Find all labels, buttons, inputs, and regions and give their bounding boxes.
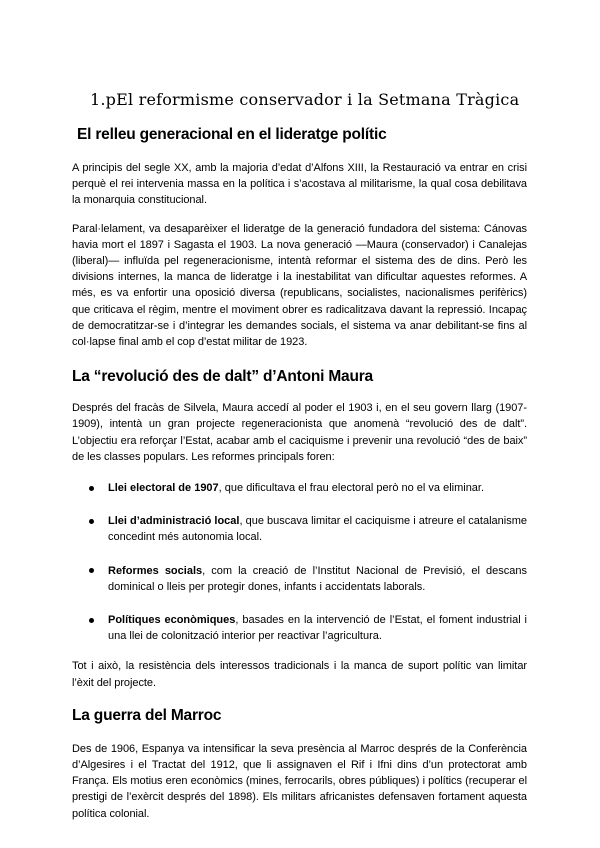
- section-heading-revolucio-des-de-dalt: La “revolució des de dalt” d’Antoni Maura: [72, 368, 373, 386]
- list-item: [72, 612, 527, 644]
- reform-description: , que dificultava el frau electoral però no el va eliminar.: [218, 482, 485, 495]
- paragraph-maura-closing: Tot i això, la resistència dels interessos tradicionals i la manca de suport polític van limitar l’èxit del projecte.: [72, 660, 527, 689]
- bullet-icon: [89, 519, 94, 524]
- bullet-icon: [89, 486, 94, 491]
- reform-description: , basades en la intervenció de l’Estat, el foment industrial i una llei de colonització interior per reactivar l’agricultura.: [108, 614, 527, 643]
- paragraph-maura-intro: Després del fracàs de Silvela, Maura accedí al poder el 1903 i, en el seu govern llarg (1907-1909), intentà un gran projecte regeneracionista que anomenà “revolució des de dalt”. L’objectiu era reforçar l’Estat, acabar amb el caciquisme i prevenir una revolució “des de baix” de les classes populars. Les reformes principals foren:: [72, 402, 527, 463]
- document-title: 1.pEl reformisme conservador i la Setmana Tràgica: [90, 90, 520, 109]
- bullet-icon: [89, 568, 94, 573]
- list-item: [72, 563, 527, 595]
- reform-title: Polítiques econòmiques: [108, 614, 236, 627]
- reform-title: Reformes socials: [108, 564, 203, 577]
- bullet-icon: [89, 618, 94, 623]
- section-heading-relleu-generacional: El relleu generacional en el lideratge polític: [77, 126, 387, 143]
- document-page: [72, 88, 527, 822]
- paragraph-nova-generacio: Paral·lelament, va desaparèixer el lideratge de la generació fundadora del sistema: Cánovas havia mort el 1897 i Sagasta el 1903. La nova generació —Maura (conservador) i Canalejas (liberal)— influïda pel regeneracionisme, intentà reformar el sistema des de dins. Però les divisions internes, la manca de lideratge i la inestabilitat van dificultar aquestes reformes. A més, es va enfortir una oposició diversa (republicans, socialistes, nacionalismes perifèrics) que criticava el règim, mentre el moviment obrer es radicalitzava davant la repressió. Incapaç de democratitzar-se i d’integrar les demandes socials, el sistema va anar debilitant-se fins al col·lapse final amb el cop d’estat militar de 1923.: [72, 222, 527, 349]
- reform-description: , com la creació de l’Institut Nacional de Previsió, el descans dominical o lleis per protegir dones, infants i accidentats laborals.: [108, 564, 527, 593]
- list-item: [72, 480, 527, 496]
- paragraph-guerra-marroc: Des de 1906, Espanya va intensificar la seva presència al Marroc després de la Conferència d’Algesires i el Tractat del 1912, que li assignaven el Rif i Ifni dins d’un protectorat amb França. Els motius eren econòmics (mines, ferrocarils, obres públiques) i polítics (recuperar el prestigi de l’exèrcit després del 1898). Els militars africanistes defensaven fortament aquesta política colonial.: [72, 742, 527, 820]
- paragraph-crisi-restauracio: A principis del segle XX, amb la majoria d’edat d’Alfons XIII, la Restauració va entrar en crisi perquè el rei intervenia massa en la política i s’acostava al militarisme, la qual cosa debilitava la monarquia constitucional.: [72, 162, 527, 207]
- section-heading-guerra-marroc: La guerra del Marroc: [72, 706, 222, 724]
- reform-title: Llei electoral de 1907: [108, 482, 219, 495]
- reform-title: Llei d’administració local: [108, 515, 240, 528]
- list-item: [72, 513, 527, 545]
- reform-description: , que buscava limitar el caciquisme i atreure el catalanisme concedint més autonomia local.: [108, 515, 527, 544]
- reforms-list: [72, 480, 527, 644]
